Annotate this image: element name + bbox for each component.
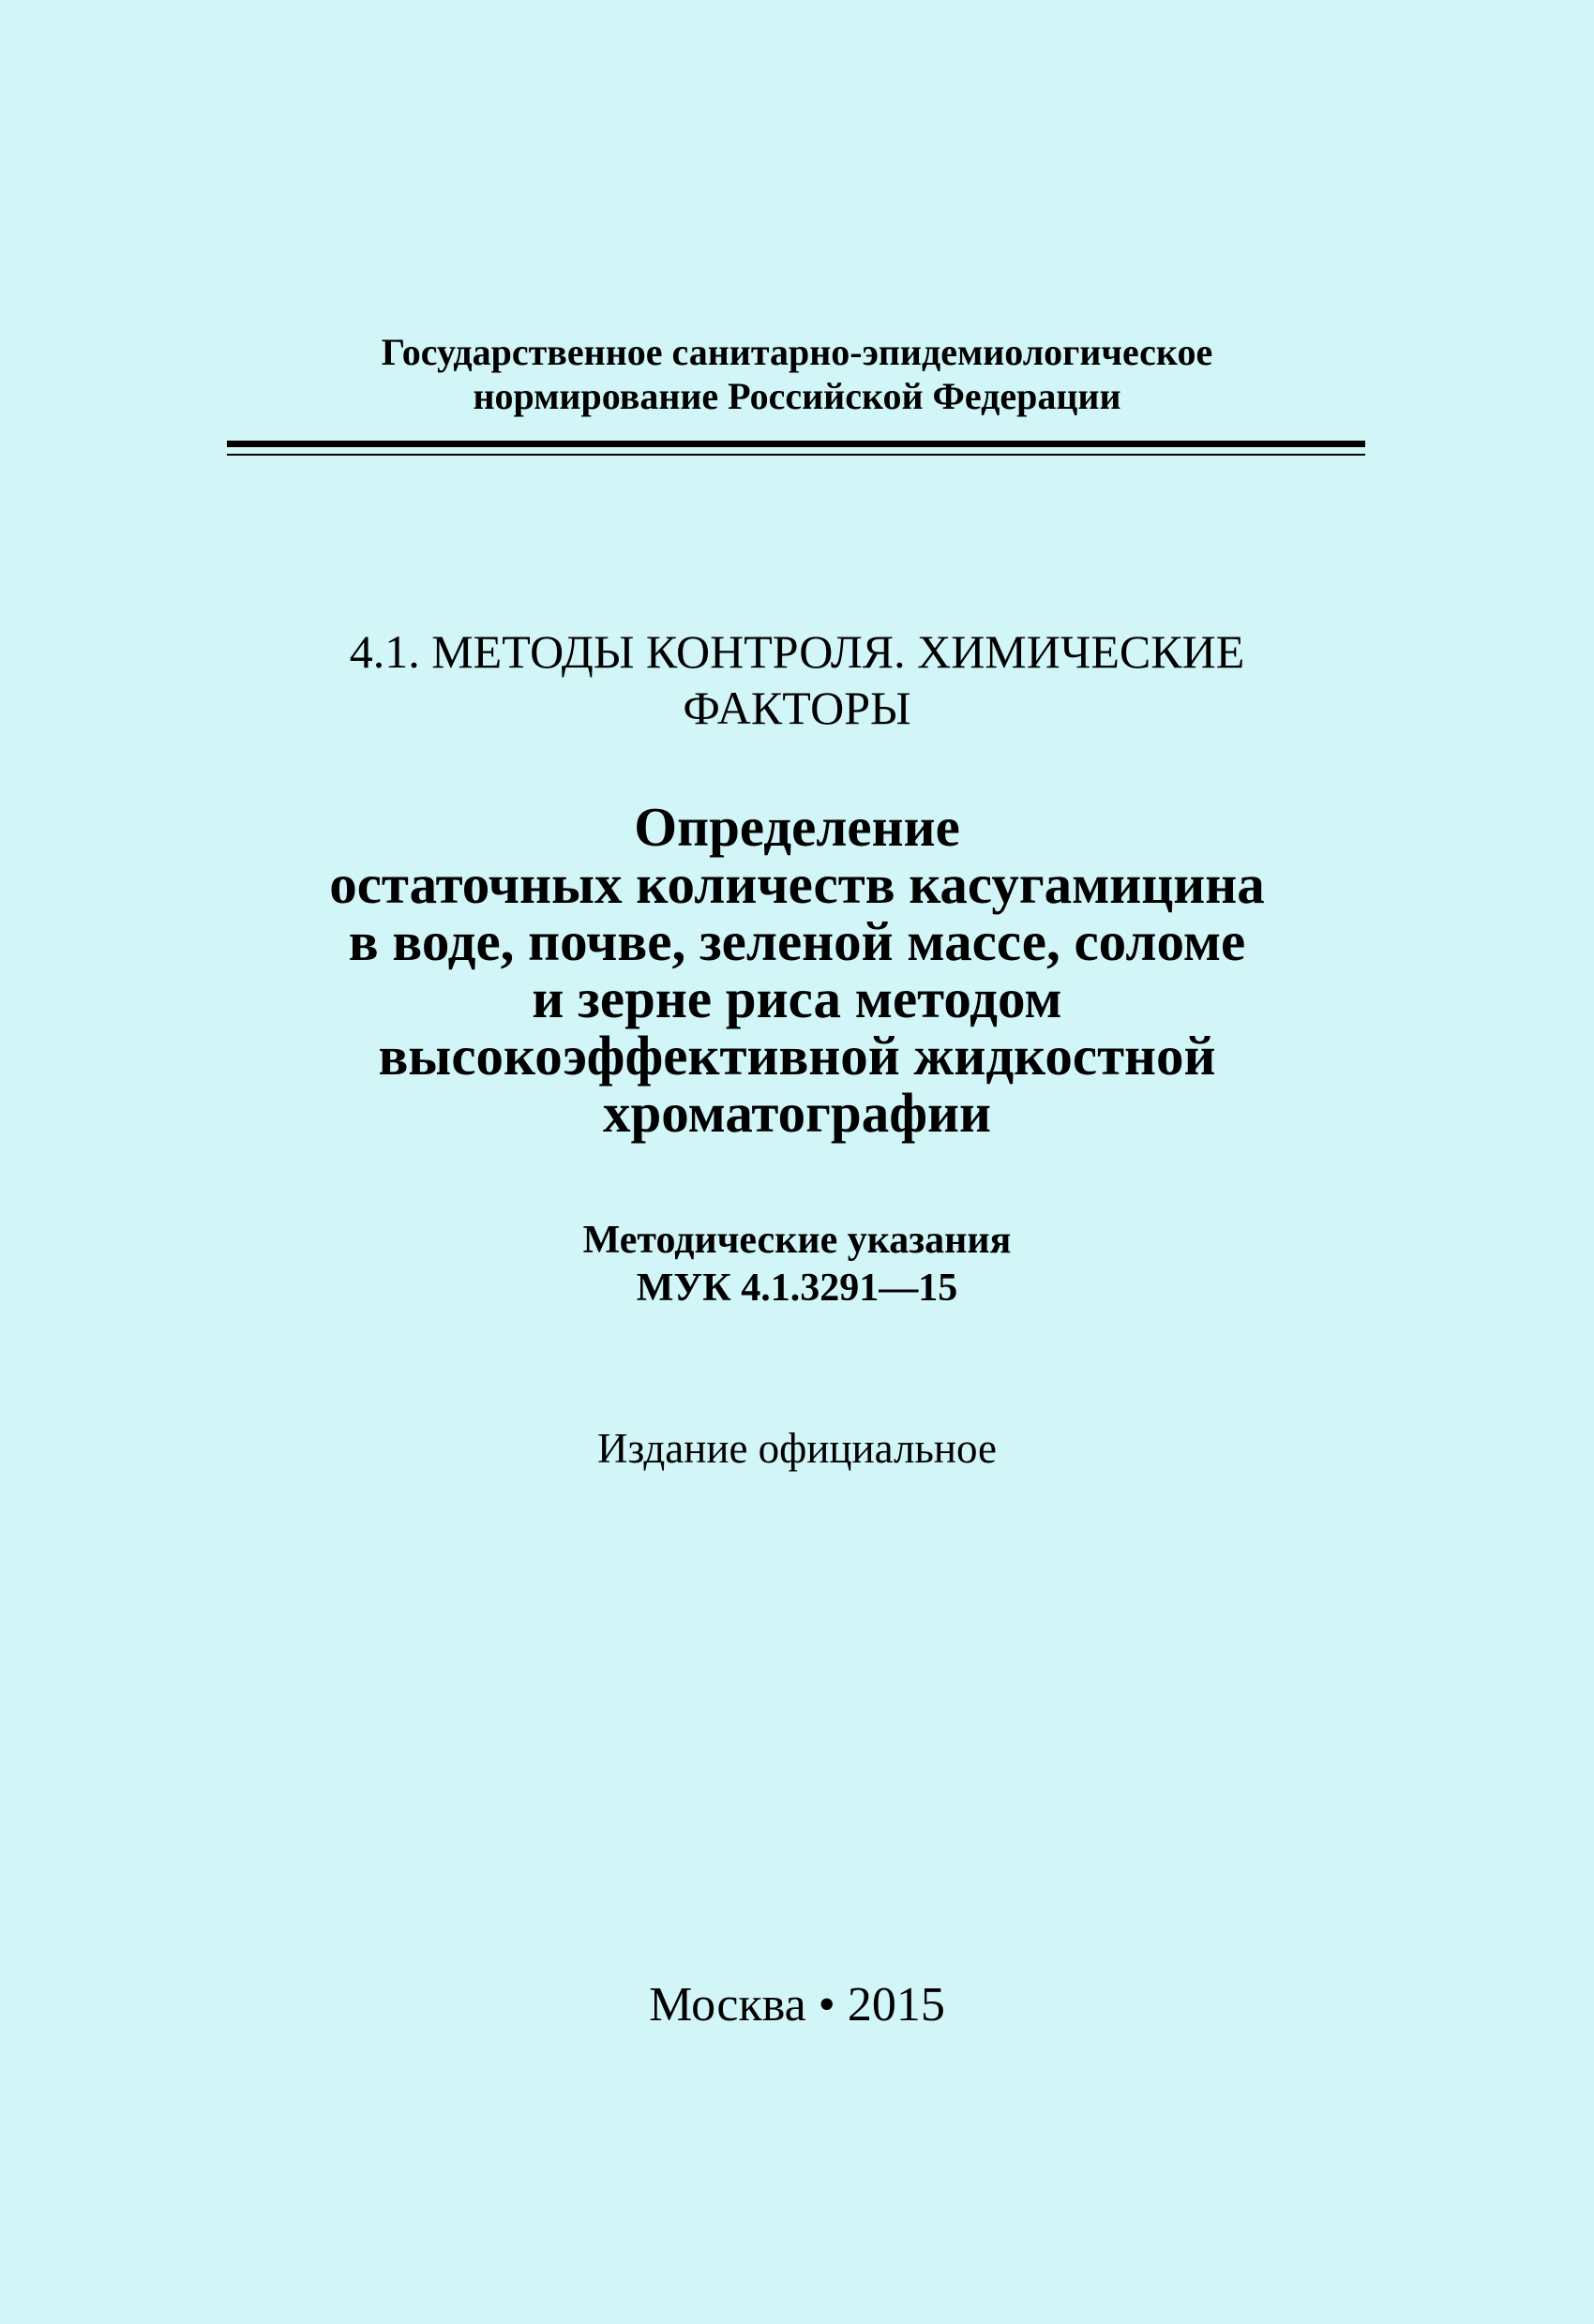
header-rule-thin	[227, 454, 1365, 456]
title-line: Определение	[634, 796, 960, 858]
document-type-label: Методические указания	[582, 1219, 1012, 1262]
imprint: Москва • 2015	[649, 1978, 945, 2032]
series-heading	[0, 623, 1594, 736]
edition-note: Издание официальное	[596, 1425, 998, 1472]
series-line-2: ФАКТОРЫ	[683, 682, 911, 734]
authority-line-1: Государственное санитарно-эпидемиологическое	[381, 331, 1213, 373]
title-line: хроматографии	[602, 1082, 992, 1144]
document-type	[0, 1217, 1594, 1312]
document-code: МУК 4.1.3291—15	[636, 1267, 958, 1310]
series-line-1: 4.1. МЕТОДЫ КОНТРОЛЯ. ХИМИЧЕСКИЕ	[349, 625, 1245, 678]
document-title	[0, 796, 1594, 1144]
title-line: высокоэффективной жидкостной	[378, 1025, 1216, 1087]
issuing-authority	[0, 330, 1594, 418]
title-line: и зерне риса методом	[532, 967, 1062, 1029]
title-line: в воде, почве, зеленой массе, соломе	[348, 910, 1246, 972]
title-line: остаточных количеств касугамицина	[329, 853, 1265, 915]
header-rule-thick	[227, 441, 1365, 447]
authority-line-2: нормирование Российской Федерации	[473, 375, 1121, 417]
